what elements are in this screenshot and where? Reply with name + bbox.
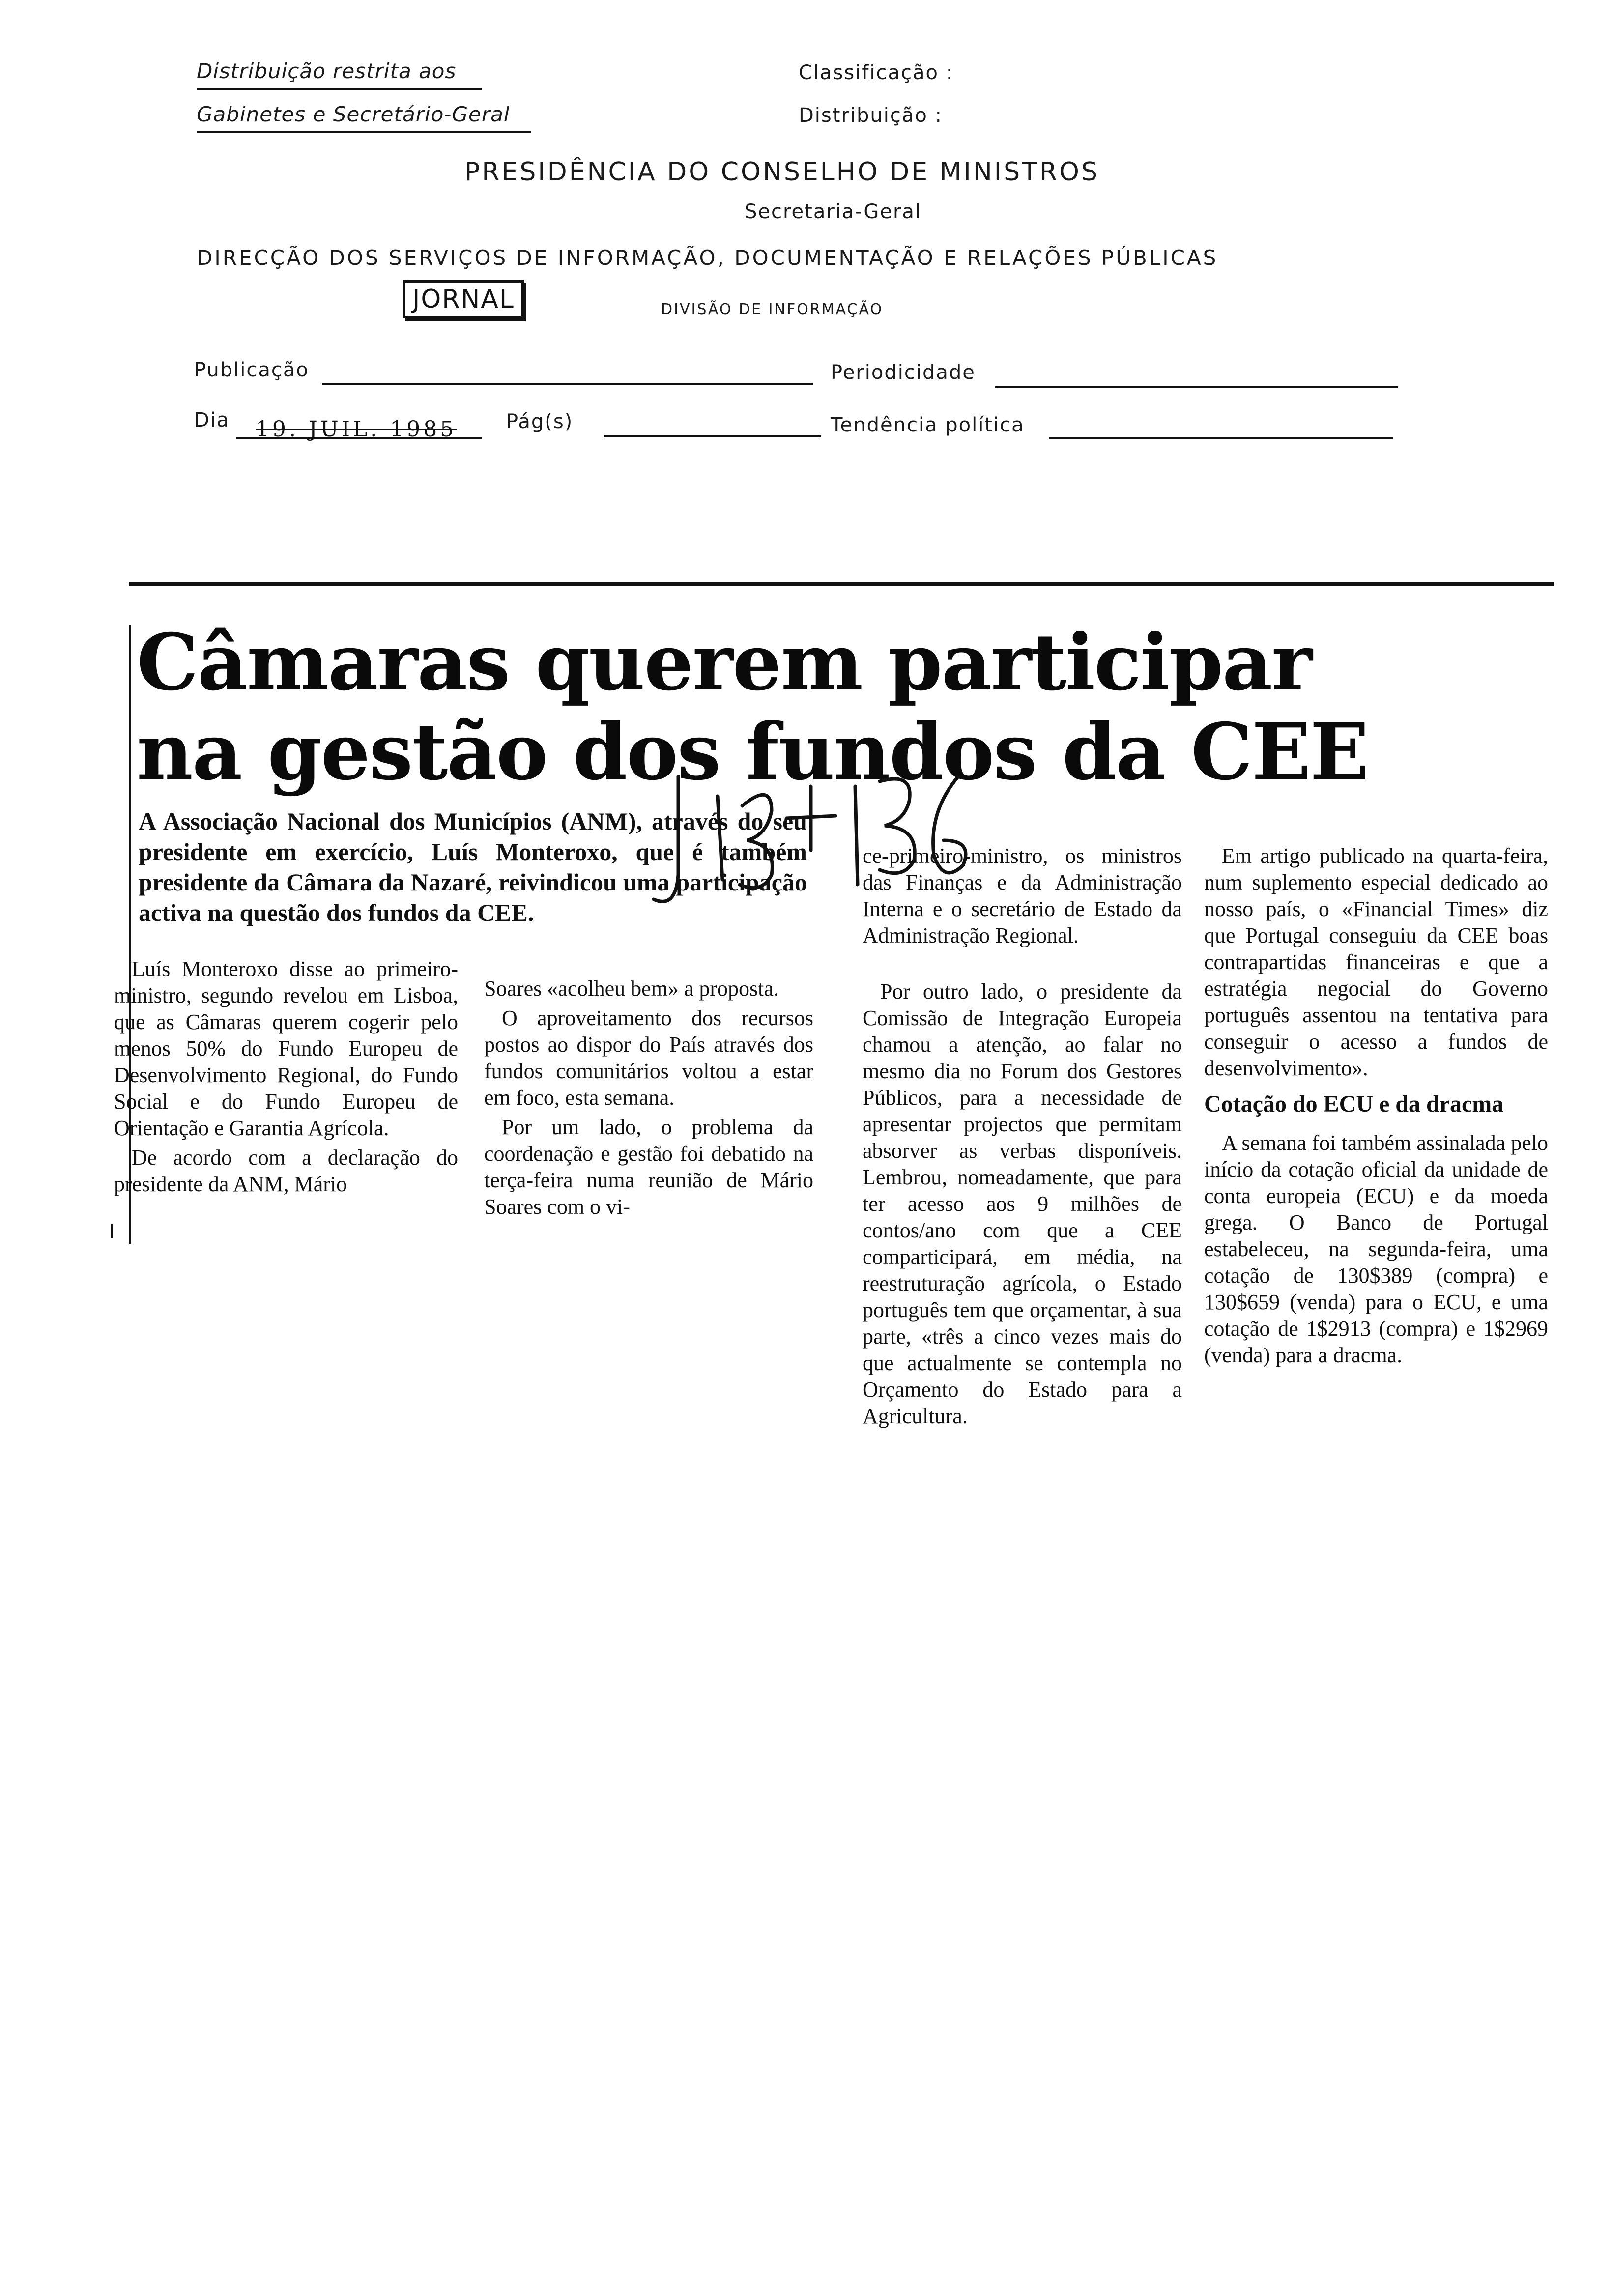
pages-label: Pág(s)	[506, 410, 574, 433]
date-stamp: 19. JUIL. 1985	[256, 417, 457, 442]
directorate-label: DIRECÇÃO DOS SERVIÇOS DE INFORMAÇÃO, DOCUMENTAÇÃO E RELAÇÕES PÚBLICAS	[197, 246, 1218, 270]
headline-line-2: na gestão dos fundos da CEE	[137, 707, 1368, 798]
lead-paragraph: A Associação Nacional dos Municípios (ANM), através do seu presidente em exercício, Luís Monteroxo, que é também presidente da Câmara da Nazaré, reivindicou uma participação activa na questão dos fundos da CEE.	[139, 807, 807, 926]
headline-line-1: Câmaras querem participar	[137, 617, 1312, 708]
day-field	[236, 437, 482, 439]
political-tendency-label: Tendência política	[831, 414, 1025, 436]
article-paragraph: ce-primeiro-ministro, os ministros das Finanças e da Administração Interna e o secretário de Estado da Administração Regional.	[863, 844, 1182, 947]
tendency-field	[1049, 437, 1393, 439]
article-paragraph: Em artigo publicado na quarta-feira, num suplemento especial dedicado ao nosso país, o «Financial Times» diz que Portugal conseguiu da CEE boas contrapartidas financeiras e que a estratégia negocial do Governo português assentou na tentativa para conseguir o acesso a fundos de desenvolvimento».	[1204, 844, 1548, 1080]
periodicity-label: Periodicidade	[831, 361, 976, 384]
day-label: Dia	[194, 409, 230, 431]
section-subheading: Cotação do ECU e da dracma	[1204, 1091, 1504, 1117]
classification-label: Classificação :	[799, 61, 954, 84]
general-secretariat-label: Secretaria-Geral	[745, 201, 922, 223]
cabinets-label: Gabinetes e Secretário-Geral	[197, 102, 510, 126]
publication-label: Publicação	[194, 359, 309, 381]
periodicity-field	[995, 386, 1398, 388]
article-paragraph: O aproveitamento dos recursos postos ao dispor do País através dos fundos comunitários voltou a estar em foco, esta semana.	[484, 1006, 813, 1110]
jornal-box: JORNAL	[403, 280, 524, 318]
publication-field	[322, 383, 813, 385]
divider	[197, 88, 482, 90]
distribution-label: Distribuição :	[799, 104, 943, 127]
clipping-top-rule	[129, 582, 1554, 586]
article-paragraph: Soares «acolheu bem» a proposta.	[484, 976, 779, 1001]
divider	[197, 131, 531, 133]
article-column-4	[1204, 843, 1548, 1372]
article-paragraph: A semana foi também assinalada pelo início da cotação oficial da unidade de conta europeia (ECU) e da moeda grega. O Banco de Portugal estabeleceu, na segunda-feira, uma cotação de 130$389 (compra) e 130$659 (venda) para o ECU, e uma cotação de 1$2913 (compra) e 1$2969 (venda) para a dracma.	[1204, 1131, 1548, 1367]
article-paragraph: Por outro lado, o presidente da Comissão de Integração Europeia chamou a atenção, ao falar no mesmo dia no Forum dos Gestores Públicos, para a necessidade de apresentar projectos que permitam absorver as verbas disponíveis. Lembrou, nomeadamente, que para ter acesso aos 9 milhões de contos/ano com que a CEE comparticipará, em média, na reestruturação agrícola, o Estado português tem que orçamentar, à sua parte, «três a cinco vezes mais do que actualmente se contempla no Orçamento do Estado para a Agricultura.	[863, 979, 1182, 1428]
restricted-distribution-label: Distribuição restrita aos	[197, 59, 457, 83]
article-column-1	[114, 956, 458, 1201]
article-paragraph: Por um lado, o problema da coordenação e gestão foi debatido na terça-feira numa reunião de Mário Soares com o vi-	[484, 1115, 813, 1219]
information-division-label: DIVISÃO DE INFORMAÇÃO	[661, 301, 884, 318]
presidency-title: PRESIDÊNCIA DO CONSELHO DE MINISTROS	[464, 157, 1099, 187]
article-paragraph: Luís Monteroxo disse ao primeiro-ministro, segundo revelou em Lisboa, que as Câmaras querem cogerir pelo menos 50% do Fundo Europeu de Desenvolvimento Regional, do Fundo Social e do Fundo Europeu de Orientação e Garantia Agrícola.	[114, 957, 458, 1140]
column-mark	[111, 1224, 113, 1238]
article-paragraph: De acordo com a declaração do presidente da ANM, Mário	[114, 1146, 458, 1196]
article-column-3	[863, 843, 1182, 1433]
pages-field	[604, 435, 821, 437]
article-column-2	[484, 976, 813, 1223]
